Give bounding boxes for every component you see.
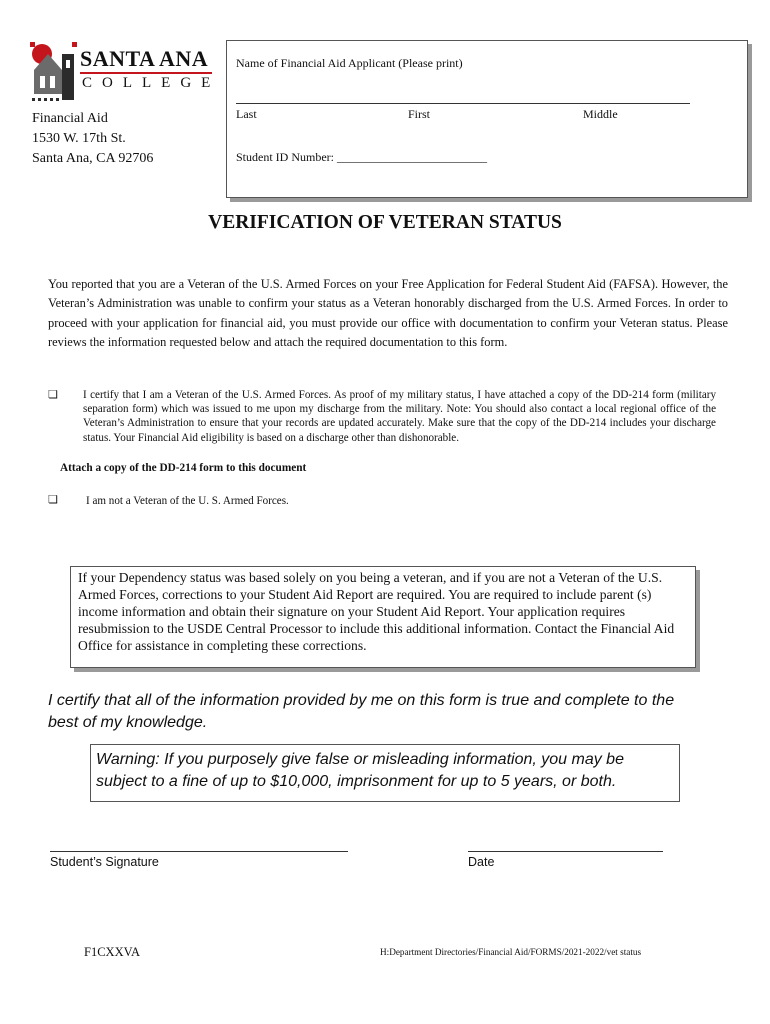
- logo-building-icon: [28, 40, 80, 104]
- college-name: SANTA ANA: [80, 46, 209, 71]
- not-veteran-checkbox[interactable]: ❏: [48, 494, 58, 506]
- first-name-label: First: [408, 107, 431, 121]
- college-sub: COLLEGE: [82, 75, 221, 91]
- attach-note: Attach a copy of the DD-214 form to this document: [60, 462, 307, 474]
- page-title: VERIFICATION OF VETERAN STATUS: [208, 212, 562, 233]
- file-path: H:Department Directories/Financial Aid/FORMS/2021-2022/vet status: [380, 947, 642, 957]
- last-name-label: Last: [236, 107, 257, 121]
- intro-paragraph: You reported that you are a Veteran of the U.S. Armed Forces on your Free Application for Federal Student Aid (FAFSA). However, the Veteran’s Administration was unable to confirm your status as a Veteran honorably discharged from the U.S. Armed Forces. In order to proceed with your application for financial aid, you must provide our office with documentation to confirm your Veteran status. Please reviews the information requested below and attach the required documentation to this form.: [48, 277, 728, 349]
- address-line: Financial Aid: [32, 111, 108, 126]
- address-line: 1530 W. 17th St.: [32, 131, 126, 146]
- student-id-label: Student ID Number:: [236, 150, 337, 164]
- veteran-checkbox[interactable]: ❏: [48, 389, 58, 401]
- certification-statement: I certify that all of the information provided by me on this form is true and complete to the best of my knowledge.: [48, 692, 675, 731]
- veteran-option-text: I certify that I am a Veteran of the U.S. Armed Forces. As proof of my military status, I have attached a copy of the DD-214 form (military separation form) which was issued to me upon my discharge from the military. Note: You should also contact a local regional office of the Veteran’s Administration to ensure that your records are updated accurately. Make sure that the copy of the DD-214 includes your discharge status. Your Financial Aid eligibility is based on a discharge other than dishonorable.: [83, 389, 716, 444]
- not-veteran-option-text: I am not a Veteran of the U. S. Armed Forces.: [86, 495, 289, 507]
- form-code: F1CXXVA: [84, 945, 141, 959]
- applicant-name-label: Name of Financial Aid Applicant (Please print): [236, 56, 463, 70]
- date-field[interactable]: [468, 851, 663, 852]
- address-line: Santa Ana, CA 92706: [32, 151, 154, 166]
- applicant-name-field[interactable]: [236, 103, 690, 104]
- warning-text: Warning: If you purposely give false or misleading information, you may be subject to a fine of up to $10,000, imprisonment for up to 5 years, or both.: [96, 751, 624, 790]
- date-label: Date: [468, 855, 495, 869]
- student-id-field[interactable]: _________________________: [337, 150, 487, 164]
- student-signature-label: Student’s Signature: [50, 855, 159, 869]
- student-signature-field[interactable]: [50, 851, 348, 852]
- logo-rule: [80, 72, 212, 74]
- dependency-note: If your Dependency status was based solely on you being a veteran, and if you are not a Veteran of the U.S. Armed Forces, corrections to your Student Aid Report are required. You are required to include parent (s) income information and obtain their signature on your Student Aid Report. Your application requires resubmission to the USDE Central Processor to include this additional information. Contact the Financial Aid Office for assistance in completing these corrections.: [78, 570, 675, 653]
- student-id-row: [236, 150, 487, 165]
- office-address: [32, 109, 153, 169]
- middle-name-label: Middle: [583, 107, 618, 121]
